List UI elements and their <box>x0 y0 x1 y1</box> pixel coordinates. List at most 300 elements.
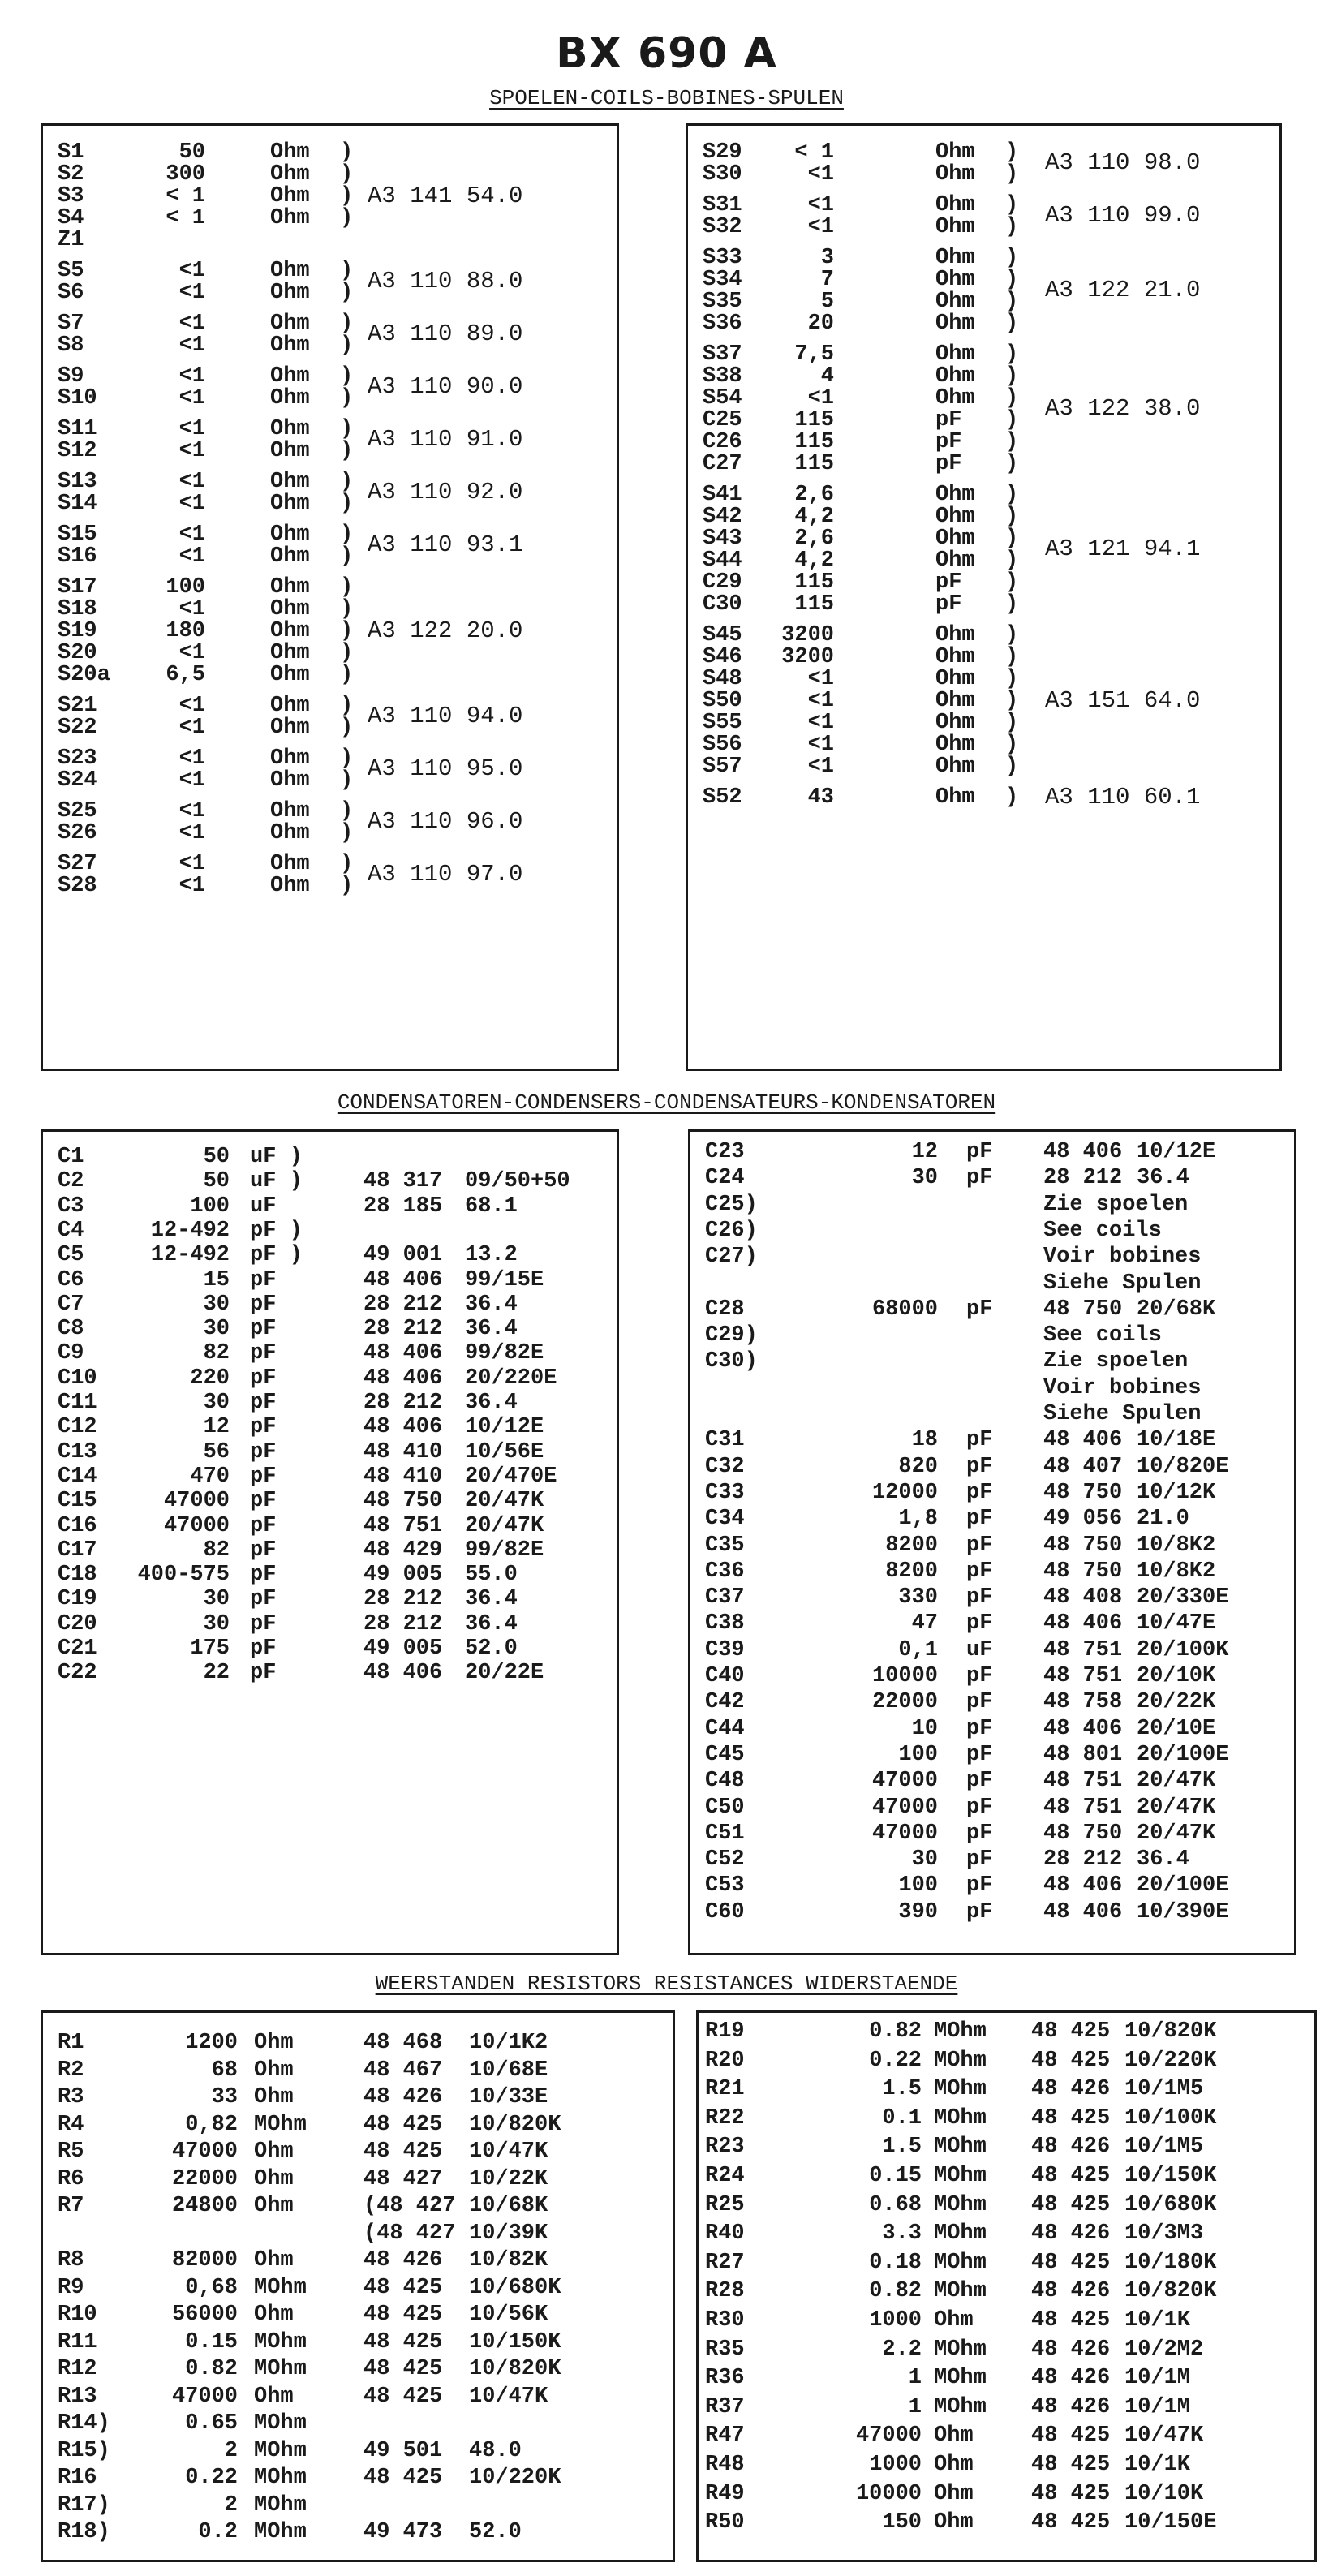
coil-unit: Ohm <box>270 821 310 845</box>
part-type: 10/820K <box>1124 2019 1217 2044</box>
table-row <box>43 2439 673 2465</box>
part-code: 48 425 <box>1031 2164 1111 2188</box>
part-value: 33 <box>211 2085 238 2109</box>
part-ref: C42 <box>705 1690 745 1715</box>
part-code: 48 750 <box>1043 1480 1123 1505</box>
part-unit: MOhm <box>254 2112 307 2137</box>
part-value: 10 <box>911 1716 938 1741</box>
part-value: 0.82 <box>869 2279 922 2304</box>
part-unit: uF <box>966 1637 993 1662</box>
part-unit: Ohm <box>254 2303 294 2327</box>
coil-unit: Ohm <box>270 492 310 516</box>
part-type: 20/470E <box>465 1464 557 1489</box>
part-code: 48 406 <box>1043 1899 1123 1924</box>
part-ref: C60 <box>705 1899 745 1924</box>
coil-ref: S56 <box>703 733 742 757</box>
coil-unit: Ohm <box>270 694 310 718</box>
table-row <box>690 1559 1294 1585</box>
part-value: 175 <box>190 1636 230 1661</box>
part-unit: pF <box>966 1821 993 1846</box>
part-code: 48 751 <box>1043 1795 1123 1820</box>
part-type: 10/12E <box>465 1415 544 1440</box>
part-value: 0.82 <box>869 2019 922 2044</box>
table-row <box>43 439 617 465</box>
part-ref: R11 <box>58 2329 97 2355</box>
part-unit: pF <box>966 1795 993 1820</box>
part-code: 48 406 <box>1043 1140 1123 1164</box>
coil-unit: Ohm <box>935 645 975 669</box>
coil-ref: S33 <box>703 246 742 270</box>
table-row <box>699 2251 1314 2277</box>
coil-unit: Ohm <box>935 711 975 735</box>
part-ref: C28 <box>705 1297 745 1322</box>
part-type: 20/47K <box>465 1489 544 1514</box>
coil-value: <1 <box>807 386 834 411</box>
table-row <box>690 1664 1294 1690</box>
part-unit: MOhm <box>934 2279 987 2304</box>
table-row <box>43 2139 673 2165</box>
coil-value: <1 <box>178 641 205 665</box>
part-ref: R16 <box>58 2466 97 2490</box>
part-code: Voir bobines <box>1043 1245 1202 1270</box>
part-code: A3 110 89.0 <box>368 320 523 347</box>
part-unit: Ohm <box>934 2308 974 2333</box>
part-value: 30 <box>911 1166 938 1191</box>
table-row <box>43 1292 617 1318</box>
coil-value: <1 <box>807 193 834 217</box>
part-value: 1.5 <box>882 2135 922 2160</box>
part-ref: C24 <box>705 1166 745 1191</box>
bracket: ) <box>1005 483 1019 507</box>
coil-ref: S9 <box>58 364 84 389</box>
part-ref: R18) <box>58 2520 110 2544</box>
table-row <box>690 1166 1294 1192</box>
part-unit: pF <box>966 1428 993 1453</box>
part-value: 24800 <box>171 2194 238 2218</box>
bracket: ) <box>1005 140 1019 165</box>
part-unit: pF <box>966 1769 993 1794</box>
part-type: 36.4 <box>465 1611 518 1636</box>
part-type: 10/68K <box>469 2194 548 2218</box>
coil-ref: S19 <box>58 619 97 643</box>
coil-unit: Ohm <box>935 268 975 292</box>
bracket: ) <box>1005 268 1019 292</box>
part-ref: R48 <box>705 2453 745 2477</box>
table-row <box>688 592 1279 618</box>
part-type: 10/220K <box>1124 2048 1217 2073</box>
coil-unit: Ohm <box>935 548 975 573</box>
coil-value: 2,6 <box>794 483 834 507</box>
part-type: 20/47K <box>1137 1769 1216 1794</box>
part-type: 10/2M2 <box>1124 2337 1204 2362</box>
table-row <box>690 1481 1294 1507</box>
part-unit: pF <box>250 1391 277 1415</box>
part-value: 1200 <box>185 2031 238 2055</box>
table-row <box>43 2411 673 2437</box>
part-value: 50 <box>203 1145 230 1169</box>
part-type: 20/47K <box>1137 1795 1216 1820</box>
part-code: 48 425 <box>1031 2019 1111 2044</box>
table-row <box>43 1587 617 1613</box>
table-row <box>43 716 617 742</box>
part-unit: Ohm <box>254 2166 294 2191</box>
part-value: 0.65 <box>185 2411 238 2436</box>
bracket: ) <box>340 281 354 305</box>
table-row <box>43 544 617 570</box>
coil-value: 7,5 <box>794 342 834 367</box>
coil-ref: S1 <box>58 140 84 165</box>
part-unit: MOhm <box>934 2366 987 2391</box>
part-unit: pF <box>966 1297 993 1322</box>
table-row <box>43 821 617 847</box>
part-ref: C21 <box>58 1636 97 1661</box>
part-type: 52.0 <box>469 2520 522 2544</box>
coil-ref: S23 <box>58 746 97 771</box>
part-code: 49 056 <box>1043 1507 1123 1532</box>
part-unit: MOhm <box>254 2492 307 2518</box>
part-type: 10/82K <box>469 2248 548 2273</box>
part-code: Zie spoelen <box>1043 1349 1189 1374</box>
part-ref: C51 <box>705 1821 745 1846</box>
coil-value: 5 <box>820 290 834 314</box>
table-row <box>43 2330 673 2356</box>
table-row <box>699 2395 1314 2421</box>
part-value: 0.68 <box>869 2192 922 2217</box>
bracket: ) <box>1005 290 1019 314</box>
part-ref: C2 <box>58 1169 84 1194</box>
table-row <box>699 2221 1314 2247</box>
part-type: 36.4 <box>465 1317 518 1342</box>
coil-ref: S5 <box>58 259 84 283</box>
coil-ref: C29 <box>703 570 742 595</box>
part-value: 3.3 <box>882 2221 922 2247</box>
coil-value: 300 <box>166 162 205 187</box>
table-row <box>43 2303 673 2329</box>
part-ref: R17) <box>58 2492 110 2518</box>
table-row <box>699 2279 1314 2305</box>
coil-value: <1 <box>178 523 205 547</box>
table-row <box>699 2423 1314 2449</box>
coil-value: <1 <box>178 333 205 358</box>
part-ref: C31 <box>705 1428 745 1453</box>
coil-ref: S37 <box>703 342 742 367</box>
coil-unit: pF <box>935 570 962 595</box>
part-value: 0.2 <box>198 2520 238 2544</box>
part-unit: MOhm <box>934 2019 987 2044</box>
part-unit: pF <box>250 1415 277 1440</box>
coil-unit: Ohm <box>270 746 310 771</box>
part-ref: C45 <box>705 1742 745 1767</box>
coil-ref: C26 <box>703 430 742 454</box>
part-code: 48 426 <box>1031 2337 1111 2362</box>
part-type: 10/150E <box>1124 2510 1217 2535</box>
coil-value: 6,5 <box>166 663 205 687</box>
part-value: 400-575 <box>137 1563 230 1588</box>
table-row <box>43 2085 673 2111</box>
coil-value: 43 <box>807 785 834 810</box>
part-value: 47000 <box>855 2423 922 2449</box>
part-type: 99/82E <box>465 1341 544 1366</box>
bracket: ) <box>340 492 354 516</box>
table-row <box>43 2221 673 2247</box>
coil-unit: Ohm <box>270 386 310 411</box>
part-ref: C29) <box>705 1323 758 1348</box>
part-type: 52.0 <box>465 1636 518 1661</box>
coil-unit: Ohm <box>270 523 310 547</box>
table-row <box>43 1538 617 1564</box>
part-code: A3 110 98.0 <box>1045 149 1201 176</box>
part-unit: Ohm <box>254 2139 294 2164</box>
table-row <box>43 1391 617 1417</box>
table-row <box>699 2049 1314 2075</box>
bracket: ) <box>340 364 354 389</box>
coil-value: 100 <box>166 575 205 600</box>
part-code: See coils <box>1043 1323 1162 1348</box>
part-value: 100 <box>898 1742 938 1767</box>
part-unit: pF <box>250 1661 277 1686</box>
part-type: 10/18E <box>1137 1428 1216 1453</box>
part-ref: C7 <box>58 1292 84 1317</box>
part-type: 10/10K <box>1124 2481 1204 2506</box>
part-ref: C12 <box>58 1415 97 1440</box>
coil-ref: S4 <box>58 206 84 230</box>
part-type: 10/68E <box>469 2058 548 2083</box>
part-unit: MOhm <box>254 2329 307 2355</box>
part-code: 48 406 <box>1043 1611 1123 1636</box>
part-unit: pF <box>966 1690 993 1715</box>
part-ref: C35 <box>705 1533 745 1558</box>
part-unit: uF ) <box>250 1145 303 1169</box>
coil-unit: Ohm <box>935 162 975 187</box>
bracket: ) <box>1005 342 1019 367</box>
bracket: ) <box>1005 193 1019 217</box>
part-unit: MOhm <box>254 2275 307 2300</box>
part-code: 48 467 <box>363 2058 443 2083</box>
part-code: 48 751 <box>1043 1637 1123 1662</box>
table-row <box>43 2385 673 2410</box>
part-code: 49 501 <box>363 2438 443 2463</box>
table-row <box>43 1440 617 1466</box>
part-ref: R30 <box>705 2308 745 2333</box>
part-value: 56000 <box>171 2303 238 2327</box>
part-ref: C27) <box>705 1245 758 1270</box>
table-row <box>43 228 617 254</box>
part-unit: pF ) <box>250 1218 303 1243</box>
part-type: 10/47E <box>1137 1611 1216 1636</box>
part-type: 20/22E <box>465 1661 544 1686</box>
coil-unit: Ohm <box>935 755 975 779</box>
part-code: Siehe Spulen <box>1043 1271 1202 1296</box>
bracket: ) <box>340 259 354 283</box>
coil-ref: S15 <box>58 523 97 547</box>
part-value: 47000 <box>871 1821 938 1846</box>
condensers-right-table <box>688 1129 1296 1955</box>
coil-value: 3200 <box>781 645 834 669</box>
part-code: 48 407 <box>1043 1454 1123 1479</box>
part-unit: Ohm <box>254 2384 294 2409</box>
part-code: A3 141 54.0 <box>368 182 523 209</box>
coil-ref: S27 <box>58 852 97 876</box>
part-ref: R7 <box>58 2194 84 2218</box>
part-value: 12-492 <box>150 1218 230 1243</box>
coil-value: 3200 <box>781 623 834 647</box>
part-value: 18 <box>911 1428 938 1453</box>
part-ref: C8 <box>58 1317 84 1342</box>
part-unit: Ohm <box>254 2248 294 2273</box>
coil-ref: S26 <box>58 821 97 845</box>
part-code: 49 005 <box>363 1563 443 1588</box>
part-unit: MOhm <box>934 2164 987 2188</box>
coil-unit: Ohm <box>270 439 310 463</box>
part-ref: C5 <box>58 1243 84 1268</box>
bracket: ) <box>1005 162 1019 187</box>
coil-ref: S41 <box>703 483 742 507</box>
part-ref: R3 <box>58 2085 84 2109</box>
part-type: 10/1M5 <box>1124 2135 1204 2160</box>
part-unit: pF <box>966 1611 993 1636</box>
part-type: 10/8K2 <box>1137 1559 1216 1584</box>
part-value: 820 <box>898 1454 938 1479</box>
coil-value: 20 <box>807 312 834 336</box>
coil-ref: S57 <box>703 755 742 779</box>
part-code: 48 750 <box>1043 1559 1123 1584</box>
coil-unit: Ohm <box>935 785 975 810</box>
coil-unit: Ohm <box>270 312 310 336</box>
bracket: ) <box>340 184 354 209</box>
part-code: 48 801 <box>1043 1742 1123 1767</box>
part-code: 48 427 <box>363 2166 443 2191</box>
part-ref: C32 <box>705 1454 745 1479</box>
coil-ref: S45 <box>703 623 742 647</box>
part-value: 47000 <box>163 1489 230 1514</box>
part-value: 150 <box>882 2510 922 2535</box>
part-unit: pF <box>250 1365 277 1391</box>
bracket: ) <box>340 140 354 165</box>
table-row <box>43 1341 617 1367</box>
part-code: 48 426 <box>363 2085 443 2109</box>
bracket: ) <box>1005 505 1019 529</box>
part-code: 48 317 <box>363 1169 443 1194</box>
part-type: 10/1K <box>1124 2453 1191 2477</box>
part-type: 36.4 <box>1137 1166 1189 1191</box>
part-ref: R35 <box>705 2337 745 2362</box>
coil-value: 4,2 <box>794 505 834 529</box>
coil-ref: S29 <box>703 140 742 165</box>
part-code: 48 425 <box>1031 2250 1111 2275</box>
coil-value: <1 <box>807 162 834 187</box>
coils-heading: SPOELEN-COILS-BOBINES-SPULEN <box>489 86 844 110</box>
part-code: 48 425 <box>1031 2192 1111 2217</box>
part-unit: pF <box>966 1664 993 1688</box>
table-row <box>690 1717 1294 1743</box>
coils-right-table <box>686 123 1282 1071</box>
part-code: 48 410 <box>363 1464 443 1489</box>
part-code: Zie spoelen <box>1043 1192 1189 1217</box>
part-type: 10/12E <box>1137 1140 1216 1164</box>
part-unit: MOhm <box>934 2221 987 2247</box>
coil-ref: S44 <box>703 548 742 573</box>
coil-unit: pF <box>935 430 962 454</box>
table-row <box>43 663 617 689</box>
part-value: 68 <box>211 2058 238 2083</box>
part-type: 48.0 <box>469 2438 522 2463</box>
table-row <box>690 1193 1294 1219</box>
coil-unit: Ohm <box>270 417 310 441</box>
table-row <box>43 768 617 794</box>
part-ref: C4 <box>58 1218 84 1243</box>
part-unit: MOhm <box>934 2135 987 2160</box>
coil-unit: Ohm <box>270 874 310 898</box>
part-value: 0.15 <box>869 2164 922 2188</box>
part-ref: R4 <box>58 2112 84 2137</box>
coil-unit: Ohm <box>270 768 310 793</box>
coil-unit: Ohm <box>935 342 975 367</box>
part-value: 1000 <box>869 2308 922 2333</box>
bracket: ) <box>340 746 354 771</box>
coil-ref: S11 <box>58 417 97 441</box>
part-ref: C50 <box>705 1795 745 1820</box>
coil-unit: Ohm <box>270 619 310 643</box>
part-value: 100 <box>190 1193 230 1219</box>
table-row <box>43 874 617 900</box>
part-code: A3 110 99.0 <box>1045 202 1201 229</box>
bracket: ) <box>340 694 354 718</box>
part-type: 10/22K <box>469 2166 548 2191</box>
coil-unit: Ohm <box>935 733 975 757</box>
part-type: 10/820K <box>469 2112 561 2137</box>
part-ref: R28 <box>705 2279 745 2304</box>
table-row <box>43 492 617 518</box>
part-type: 36.4 <box>465 1391 518 1415</box>
coil-value: <1 <box>178 597 205 621</box>
bracket: ) <box>340 716 354 740</box>
table-row <box>690 1428 1294 1454</box>
part-ref: C15 <box>58 1489 97 1514</box>
part-ref: R2 <box>58 2058 84 2083</box>
bracket: ) <box>340 470 354 494</box>
part-ref: C16 <box>58 1513 97 1538</box>
part-value: 12 <box>911 1140 938 1164</box>
bracket: ) <box>1005 623 1019 647</box>
part-code: 48 425 <box>363 2139 443 2164</box>
part-code: A3 110 88.0 <box>368 268 523 295</box>
part-unit: pF <box>966 1716 993 1741</box>
table-row <box>43 1415 617 1441</box>
part-ref: R15) <box>58 2438 110 2463</box>
part-ref: R25 <box>705 2192 745 2217</box>
part-unit: pF <box>250 1489 277 1514</box>
table-row <box>699 2337 1314 2363</box>
bracket: ) <box>340 597 354 621</box>
part-code: 48 425 <box>363 2329 443 2355</box>
coil-unit: Ohm <box>270 470 310 494</box>
bracket: ) <box>340 386 354 411</box>
part-unit: Ohm <box>934 2510 974 2535</box>
part-ref: C52 <box>705 1847 745 1873</box>
part-code: 48 750 <box>1043 1821 1123 1846</box>
coil-ref: S31 <box>703 193 742 217</box>
coil-ref: S10 <box>58 386 97 411</box>
part-code: 48 410 <box>363 1439 443 1464</box>
part-unit: pF <box>250 1267 277 1292</box>
part-code: A3 121 94.1 <box>1045 535 1201 562</box>
part-type: 09/50+50 <box>465 1169 570 1194</box>
coil-ref: S12 <box>58 439 97 463</box>
coil-unit: Ohm <box>270 333 310 358</box>
part-code: 48 425 <box>1031 2481 1111 2506</box>
part-ref: R22 <box>705 2105 745 2131</box>
part-code: 48 750 <box>1043 1533 1123 1558</box>
